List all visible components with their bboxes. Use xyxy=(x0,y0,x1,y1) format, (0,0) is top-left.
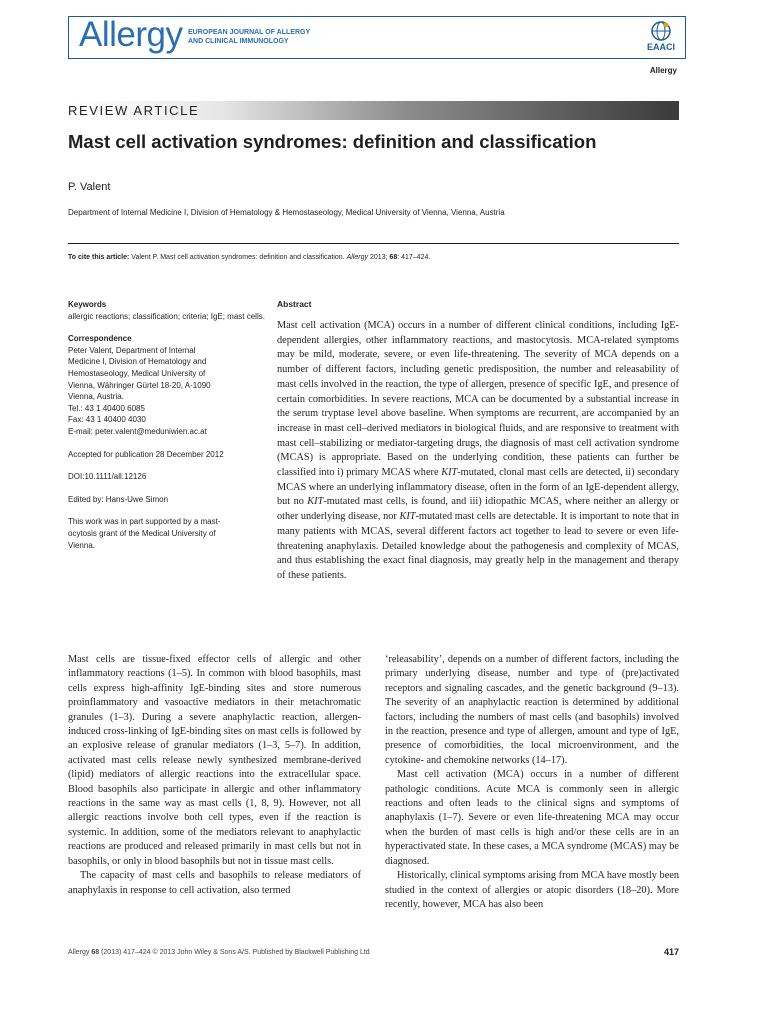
running-head: Allergy xyxy=(649,66,677,75)
abstract-heading: Abstract xyxy=(277,299,312,309)
article-type: REVIEW ARTICLE xyxy=(68,103,200,118)
body-column-left xyxy=(68,653,361,898)
eaaci-logo xyxy=(645,20,677,56)
accepted-date: Accepted for publication 28 December 2012 xyxy=(68,449,224,459)
globe-icon xyxy=(645,20,677,42)
journal-logo: Allergy xyxy=(79,15,183,54)
abstract-gene3: KIT xyxy=(399,511,416,523)
journal-subtitle-line2: AND CLINICAL IMMUNOLOGY xyxy=(188,38,289,45)
abstract-part4: -mutated mast cells are detectable. It is important to note that in many patients with MCAS, several different factors act together to lead to severe or even life-threatening anaphylaxis. Detailed knowledge about the pathogenesis and complexity of MCAS, and thus establishing the exact final diagnosis, may greatly help in the management and therapy of these patients. xyxy=(277,511,679,581)
body-column-right xyxy=(385,653,679,912)
correspondence-heading: Correspondence xyxy=(68,334,132,344)
citation-year: 2013; xyxy=(368,254,390,261)
author: P. Valent xyxy=(68,181,111,193)
citation-volume: 68 xyxy=(389,254,398,261)
article-title: Mast cell activation syndromes: definition and classification xyxy=(68,131,597,152)
correspondence: Peter Valent, Department of Internal Medicine I, Division of Hematology and Hemostaseology, Medical University of Vienna, Währinger Gürtel 18-20, A-1090 Vienna, Austria. Tel.: 43 1 40400 6085 Fax: 43 1 40400 4030 E-mail: peter.valent@meduniwien.ac.at xyxy=(68,345,211,436)
journal-subtitle xyxy=(188,28,318,46)
keywords-heading: Keywords xyxy=(68,300,107,309)
body-paragraph: The capacity of mast cells and basophils to release mediators of anaphylaxis in response to cell activation, also termed xyxy=(68,870,361,896)
footer-volume: 68 xyxy=(91,949,100,956)
abstract-part1: Mast cell activation (MCA) occurs in a number of different clinical conditions, including IgE-dependent allergies, other inflammatory reactions, and mastocytosis. MCA-related symptoms may be mild, moderate, severe, or even life-threatening. The severity of MCA depends on a number of different factors, including genetic predisposition, the number and releasability of mast cells involved in the reaction, the type of allergen, presence of specific IgE, and presence of certain comorbidities. In severe reactions, MCA can be documented by a substantial increase in the serum tryptase level above baseline. When symptoms are recurrent, are accompanied by an increase in mast cell–derived mediators in biological fluids, and are responsive to treatment with mast cell–stabilizing or mediator-targeting drugs, the diagnosis of mast cell activation syndrome (MCAS) is appropriate. Based on the underlying condition, these patients can further be classified into i) primary MCAS where xyxy=(277,320,679,479)
citation-pages: : 417–424. xyxy=(397,254,431,261)
eaaci-label: EAACI xyxy=(647,42,676,52)
abstract-text xyxy=(277,319,679,584)
body-paragraph: Mast cell activation (MCA) occurs in a number of different pathologic conditions. Acute MCA is commonly seen in allergic reactions and often leads to the clinical signs and symptoms of anaphylaxis (1–7). Severe or even life-threatening MCA may occur when the burden of mast cells is high and/or these cells are in an hyperactivated state. In these cases, a MCA syndrome (MCAS) may be diagnosed. xyxy=(385,769,679,867)
citation-text: Valent P. Mast cell activation syndromes: definition and classification. xyxy=(129,254,347,261)
page-footer xyxy=(68,949,370,956)
abstract-gene2: KIT xyxy=(307,496,324,508)
citation-journal: Allergy xyxy=(346,254,368,261)
edited-by: Edited by: Hans-Uwe Simon xyxy=(68,494,169,504)
footer-text-b: (2013) 417–424 © 2013 John Wiley & Sons A/S. Published by Blackwell Publishing Ltd xyxy=(99,949,370,956)
journal-masthead xyxy=(68,16,686,59)
citation xyxy=(68,254,430,261)
abstract-part3: -mutated mast cells, is found, and iii) idiopathic MCAS, where neither an allergy or other underlying disease, nor xyxy=(277,496,679,523)
keywords: allergic reactions; classification; criteria; IgE; mast cells. xyxy=(68,311,265,321)
page-number: 417 xyxy=(663,947,679,957)
abstract-gene1: KIT xyxy=(441,467,458,479)
body-paragraph: Historically, clinical symptoms arising from MCA have mostly been studied in the context of allergies or atopic disorders (18–20). More recently, however, MCA has also been xyxy=(385,870,679,910)
body-paragraph: ‘releasability’, depends on a number of different factors, including the primary underlying disease, number and type of (pre)activated receptors and signaling cascades, and the genetic background (9–13). The severity of an anaphylactic reaction is determined by additional factors, including the numbers of mast cells (and basophils) involved in the reaction, presence and type of allergen, amount and type of IgE, presence of comorbidities, the local microenvironment, and the cytokine- and chemokine networks (14–17). xyxy=(385,654,679,766)
affiliation: Department of Internal Medicine I, Division of Hematology & Hemostaseology, Medical University of Vienna, Vienna, Austria xyxy=(68,208,505,217)
journal-subtitle-line1: EUROPEAN JOURNAL OF ALLERGY xyxy=(188,29,311,36)
divider xyxy=(68,243,679,244)
article-sidebar xyxy=(68,299,268,551)
footer-text-a: Allergy xyxy=(68,949,92,956)
abstract-part2: -mutated, clonal mast cells are detected, ii) secondary MCAS where an underlying inflammatory disease, often in the form of an IgE-dependent allergy, but no xyxy=(277,467,679,508)
doi: DOI:10.1111/all.12126 xyxy=(68,472,147,482)
body-paragraph: Mast cells are tissue-fixed effector cells of allergic and other inflammatory reactions (1–5). In common with blood basophils, mast cells express high-affinity IgE-binding sites and store numerous proinflammatory and vasoactive mediators in their metachromatic granules (1–3). During a severe anaphylactic reaction, allergen-induced cross-linking of IgE-binding sites on mast cells is followed by an explosive release of granular mediators (1–3, 5–7). In addition, activated mast cells release newly synthesized membrane-derived (lipid) mediators of allergic reactions into the extracellular space. Blood basophils also participate in allergic and other inflammatory reactions in the same way as mast cells (1, 8, 9). However, not all allergic reactions involve both cell types, even if the reaction is systemic. In addition, some of the mediators relevant to anaphylactic reactions are produced and released primarily in mast cells but not in basophils, or only in blood basophils but not in tissue mast cells. xyxy=(68,654,361,867)
citation-label: To cite this article: xyxy=(68,254,130,261)
funding-note: This work was in part supported by a mast- ocytosis grant of the Medical University of Vienna. xyxy=(68,517,221,550)
